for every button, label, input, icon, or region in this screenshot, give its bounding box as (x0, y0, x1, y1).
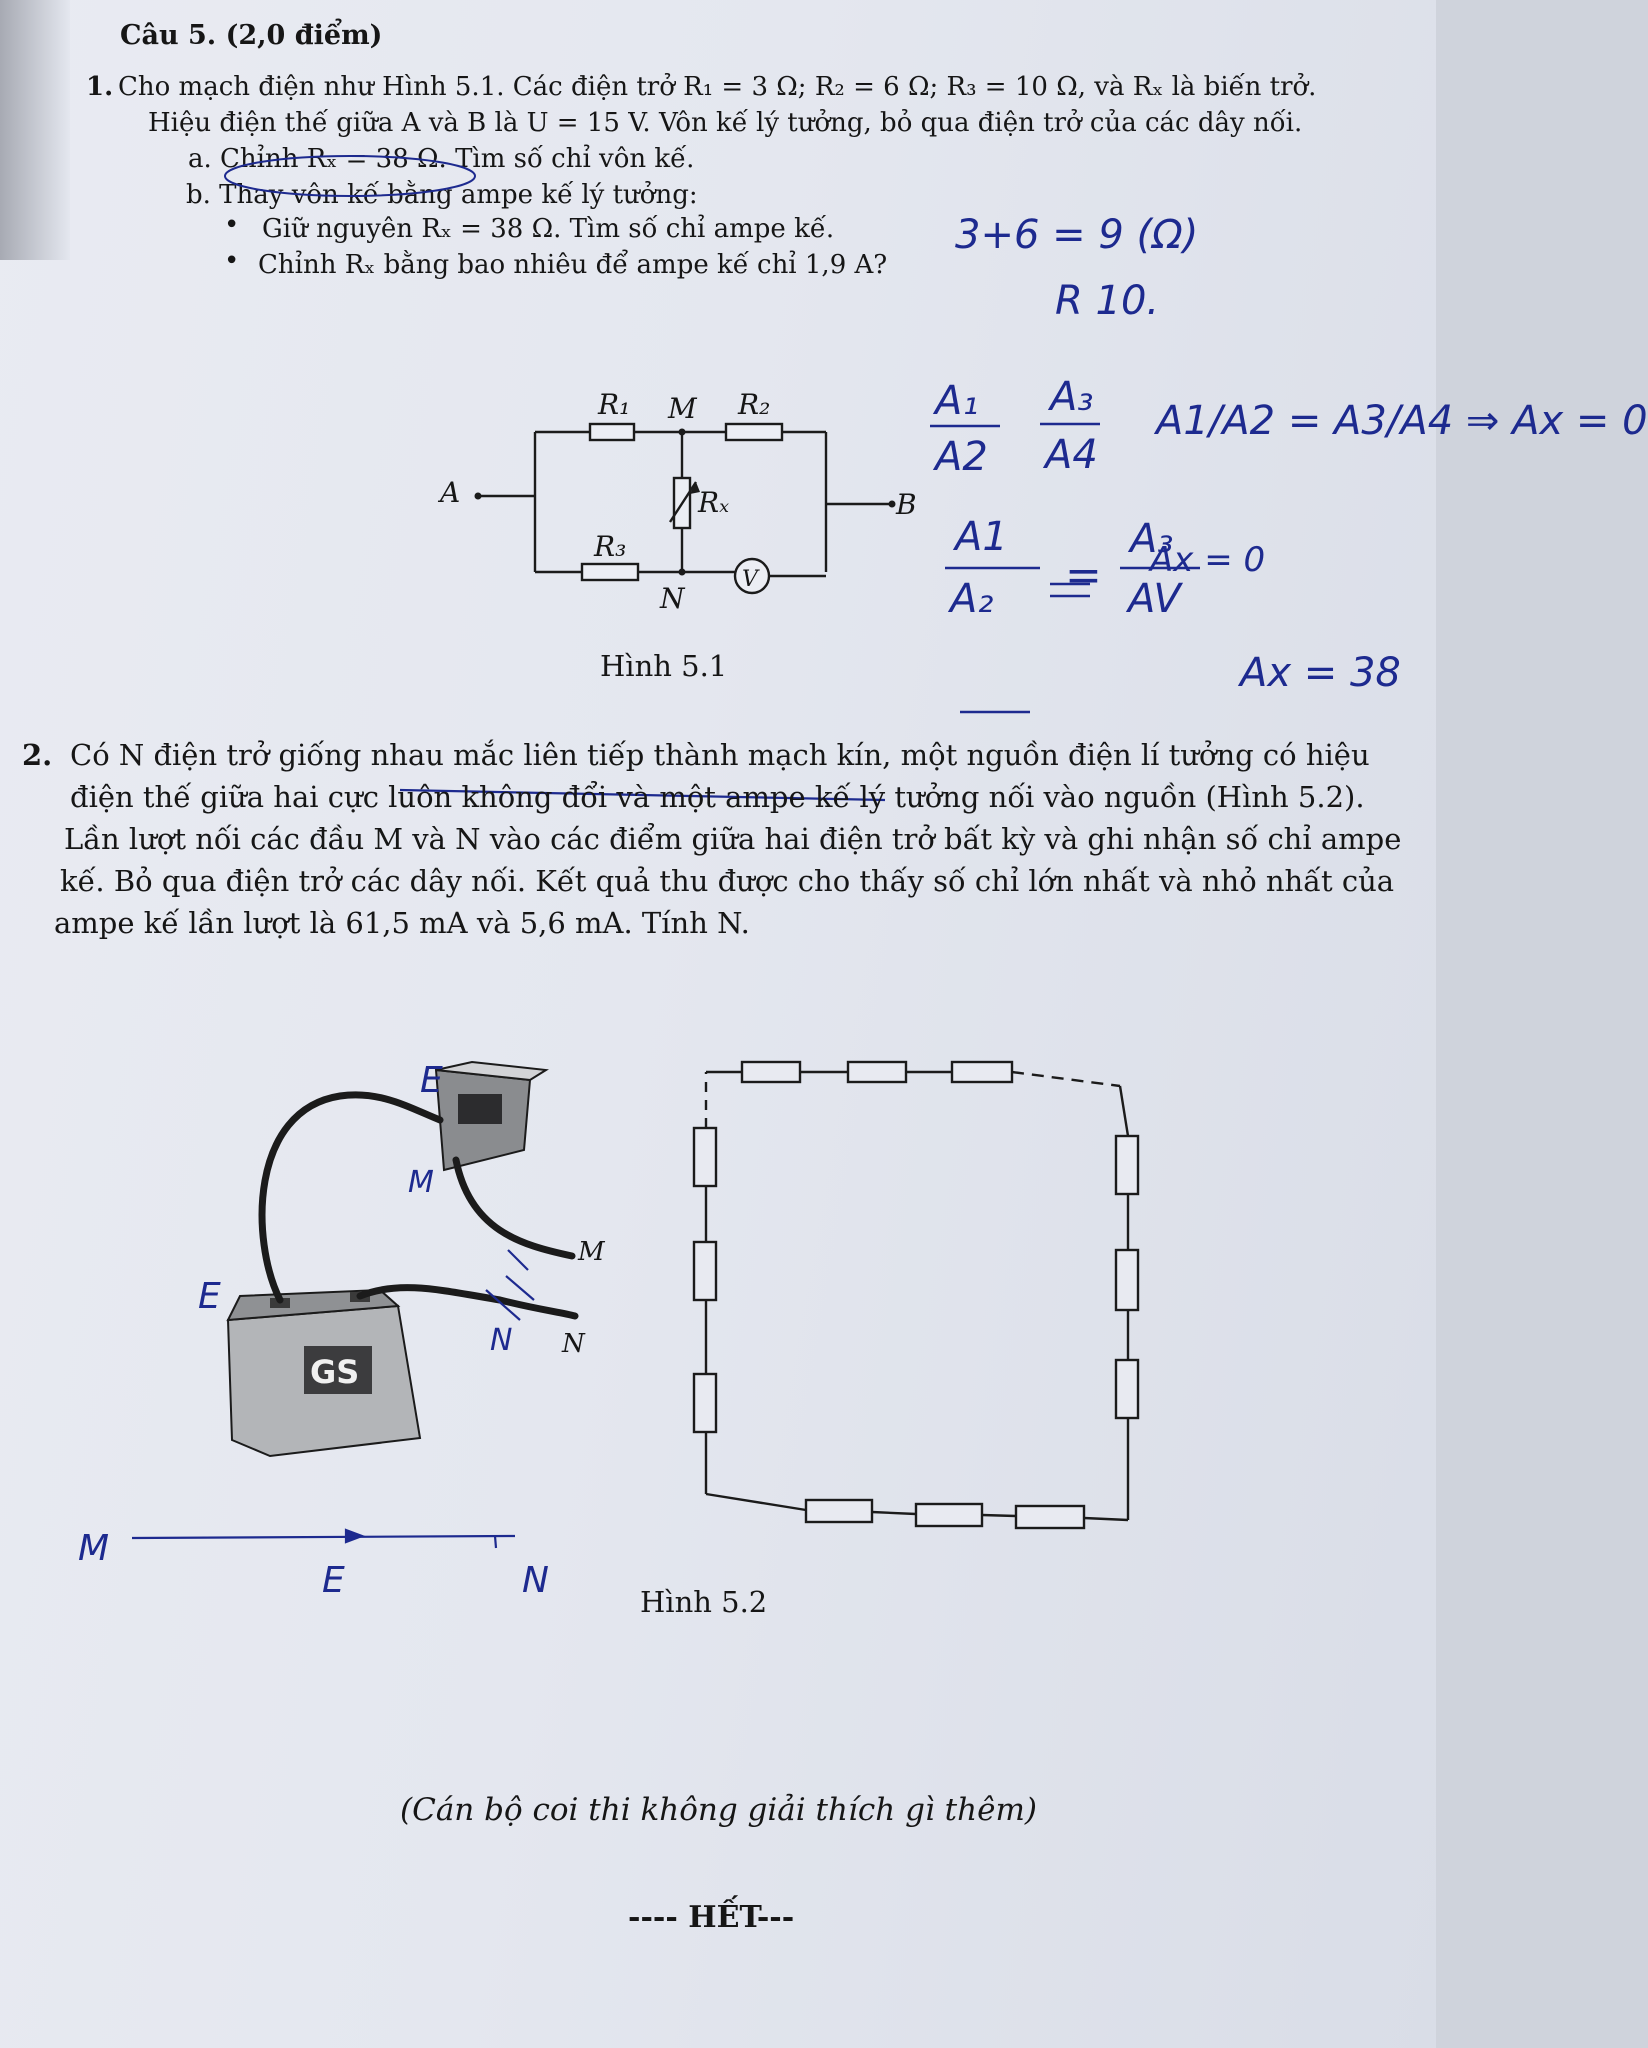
bullet-dot-1: • (224, 210, 240, 240)
label-m-2: M (578, 1237, 605, 1267)
hand-tick (495, 1536, 496, 1548)
handwriting-sum: 3+6 = 9 (Ω) (955, 212, 1199, 258)
hand-e-left: E (198, 1276, 221, 1317)
hand-a1b: A1 (955, 514, 1008, 560)
hand-wire-mark (508, 1250, 528, 1270)
ring-wire (1084, 1518, 1128, 1520)
resistor-r2 (726, 424, 782, 440)
ring-resistor (916, 1504, 982, 1526)
part2-line1: Có N điện trở giống nhau mắc liên tiếp thành mạch kín, một nguồn điện lí tưởng có hiệu (70, 738, 1370, 772)
part2-line4: kế. Bỏ qua điện trở các dây nối. Kết quả thu được cho thấy số chỉ lớn nhất và nhỏ nhất của (60, 864, 1395, 898)
battery-brand: GS (310, 1353, 360, 1391)
label-n-2: N (562, 1329, 585, 1359)
ring-wire (1120, 1086, 1128, 1136)
part2-line3: Lần lượt nối các đầu M và N vào các điểm giữa hai điện trở bất kỳ và ghi nhận số chỉ ampe (64, 822, 1402, 856)
ring-resistor (952, 1062, 1012, 1082)
part2-line2: điện thế giữa hai cực luôn không đổi và một ampe kế lý tưởng nối vào nguồn (Hình 5.2). (70, 780, 1365, 814)
handwriting-ax38: Ax = 38 (1240, 650, 1401, 696)
part1-number: 1. (86, 72, 114, 102)
handwriting-ax0-b: Ax = 0 (1150, 540, 1266, 580)
ring-wire-dashed (1012, 1072, 1120, 1086)
ring-resistor (848, 1062, 906, 1082)
circuit-figure-5-1 (478, 424, 892, 593)
ring-resistor (694, 1374, 716, 1432)
ring-resistor (694, 1128, 716, 1186)
ring-resistor (1016, 1506, 1084, 1528)
hand-n-cable: N (490, 1323, 513, 1358)
handwriting-ax0: A1/A2 = A3/A4 ⇒ Ax = 0 (1156, 398, 1648, 444)
resistor-r1 (590, 424, 634, 440)
ring-resistor (1116, 1360, 1138, 1418)
battery-illustration (228, 1062, 546, 1456)
label-r3: R₃ (594, 530, 627, 563)
part1-bullet1: Giữ nguyên Rₓ = 38 Ω. Tìm số chỉ ampe kế. (262, 214, 835, 244)
hand-m-left: M (78, 1528, 110, 1569)
ring-wire (982, 1515, 1016, 1516)
ring-resistor (806, 1500, 872, 1522)
label-rx: Rₓ (698, 486, 730, 519)
ring-wire (872, 1512, 916, 1514)
footer-note: (Cán bộ coi thi không giải thích gì thêm) (400, 1792, 1037, 1828)
part1-line1: Cho mạch điện như Hình 5.1. Các điện trở R₁ = 3 Ω; R₂ = 6 Ω; R₃ = 10 Ω, và Rₓ là biến trở. (118, 72, 1317, 102)
hand-circle-a (225, 156, 475, 196)
hand-a4: A4 (1045, 432, 1098, 478)
hand-a2b: A₂ (950, 576, 994, 622)
ring-resistor (1116, 1136, 1138, 1194)
figure-5-2-caption: Hình 5.2 (640, 1585, 768, 1619)
hand-n-bottom: N (522, 1560, 549, 1601)
terminal-b (889, 501, 896, 508)
label-b: B (896, 488, 917, 521)
hand-arrow (346, 1530, 362, 1542)
cable-m (456, 1160, 572, 1256)
hand-e-bottom: E (322, 1560, 345, 1601)
label-m: M (668, 392, 697, 425)
hand-m-cable: M (408, 1165, 434, 1200)
resistor-ring-figure-5-2 (694, 1062, 1138, 1528)
label-r2: R₂ (738, 388, 771, 421)
node-m (679, 429, 686, 436)
ring-resistor (1116, 1250, 1138, 1310)
hand-equal: = (1065, 550, 1102, 601)
label-a: A (440, 476, 461, 509)
part1-bullet2: Chỉnh Rₓ bằng bao nhiêu để ampe kế chỉ 1,9 A? (258, 250, 888, 280)
end-marker: ---- HẾT--- (628, 1900, 795, 1935)
terminal-a (475, 493, 482, 500)
ammeter-dial (458, 1094, 502, 1124)
figure-5-1-caption: Hình 5.1 (600, 649, 728, 683)
question-heading: Câu 5. (2,0 điểm) (120, 20, 383, 51)
part2-line5: ampe kế lần lượt là 61,5 mA và 5,6 mA. Tính N. (54, 906, 750, 940)
ring-resistor (742, 1062, 800, 1082)
ring-resistor (694, 1242, 716, 1300)
part1-line2: Hiệu điện thế giữa A và B là U = 15 V. Vôn kế lý tưởng, bỏ qua điện trở của các dây nối. (148, 108, 1303, 138)
bullet-dot-2: • (224, 246, 240, 276)
hand-a1: A₁ (935, 378, 979, 424)
ring-wire (706, 1494, 806, 1510)
part2-number: 2. (22, 738, 53, 772)
resistor-r3 (582, 564, 638, 580)
cables (262, 1095, 575, 1316)
label-r1: R₁ (598, 388, 631, 421)
hand-a3b: A₃ (1130, 516, 1174, 562)
hand-a2: A2 (935, 434, 988, 480)
label-n: N (660, 582, 685, 615)
hand-wire-mark (506, 1276, 534, 1300)
hand-line-mn (132, 1536, 515, 1538)
hand-a3: A₃ (1050, 374, 1094, 420)
part1-item-b: b. Thay vôn kế bằng ampe kế lý tưởng: (186, 180, 698, 210)
label-v: V (742, 567, 758, 592)
part1-item-a: a. Chỉnh Rₓ = 38 Ω. Tìm số chỉ vôn kế. (188, 144, 695, 174)
hand-av: AV (1128, 576, 1181, 622)
handwriting-r10: R 10. (1055, 278, 1160, 324)
node-n (679, 569, 686, 576)
hand-e-top: E (420, 1060, 443, 1101)
